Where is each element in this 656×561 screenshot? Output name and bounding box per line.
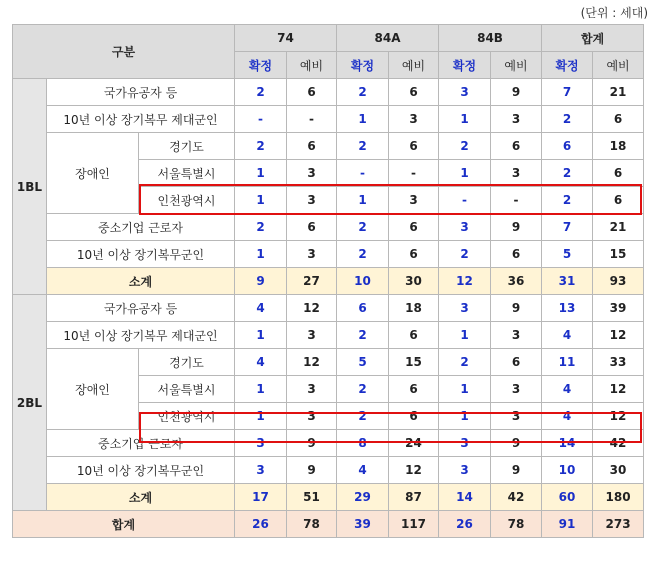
- table-cell: 51: [287, 484, 337, 511]
- table-cell: 12: [287, 349, 337, 376]
- table-cell: 6: [389, 214, 439, 241]
- supply-table: [12, 24, 644, 538]
- row-label: 서울특별시: [139, 160, 235, 187]
- table-cell: 6: [287, 79, 337, 106]
- header-reserve: 예비: [491, 52, 542, 79]
- table-cell: 12: [389, 457, 439, 484]
- subtotal-label: 소계: [47, 484, 235, 511]
- table-cell: 39: [337, 511, 389, 538]
- table-cell: 9: [491, 457, 542, 484]
- table-cell: 1: [235, 322, 287, 349]
- table-cell: 1: [439, 376, 491, 403]
- table-cell: 26: [439, 511, 491, 538]
- table-cell: 6: [389, 79, 439, 106]
- table-cell: 3: [439, 430, 491, 457]
- table-cell: 6: [389, 241, 439, 268]
- table-cell: 3: [491, 160, 542, 187]
- unit-note: (단위 : 세대): [580, 6, 648, 20]
- table-cell: 78: [287, 511, 337, 538]
- table-cell: 4: [235, 349, 287, 376]
- table-cell: 12: [439, 268, 491, 295]
- table-cell: 10: [337, 268, 389, 295]
- table-cell: 2: [439, 349, 491, 376]
- row-label: 중소기업 근로자: [47, 430, 235, 457]
- table-cell: 93: [593, 268, 644, 295]
- table-cell: 6: [593, 106, 644, 133]
- table-cell: 3: [287, 403, 337, 430]
- table-cell: 3: [439, 295, 491, 322]
- table-cell: 18: [389, 295, 439, 322]
- table-cell: 10: [542, 457, 593, 484]
- table-cell: 9: [491, 79, 542, 106]
- table-cell: 60: [542, 484, 593, 511]
- table-cell: 5: [337, 349, 389, 376]
- table-cell: 9: [235, 268, 287, 295]
- row-label: 국가유공자 등: [47, 79, 235, 106]
- row-label: 10년 이상 장기복무군인: [47, 457, 235, 484]
- table-cell: 3: [491, 403, 542, 430]
- table-cell: 6: [389, 376, 439, 403]
- row-label: 중소기업 근로자: [47, 214, 235, 241]
- table-cell: 6: [491, 349, 542, 376]
- table-cell: 21: [593, 79, 644, 106]
- table-cell: 15: [593, 241, 644, 268]
- table-cell: 1: [439, 403, 491, 430]
- table-cell: 2: [337, 376, 389, 403]
- table-cell: 2: [337, 133, 389, 160]
- header-confirmed: 확정: [542, 52, 593, 79]
- table-cell: 12: [593, 376, 644, 403]
- table-cell: -: [287, 106, 337, 133]
- table-cell: 2: [439, 241, 491, 268]
- table-cell: 6: [287, 133, 337, 160]
- table-cell: 6: [287, 214, 337, 241]
- table-cell: 6: [337, 295, 389, 322]
- table-cell: 2: [542, 160, 593, 187]
- table-cell: 3: [439, 79, 491, 106]
- table-cell: 3: [287, 322, 337, 349]
- grand-total-label: 합계: [13, 511, 235, 538]
- row-label: 경기도: [139, 133, 235, 160]
- table-cell: 30: [593, 457, 644, 484]
- table-cell: 21: [593, 214, 644, 241]
- table-cell: 5: [542, 241, 593, 268]
- group-label-disabled: 장애인: [47, 349, 139, 430]
- table-cell: 36: [491, 268, 542, 295]
- table-cell: 1: [439, 106, 491, 133]
- table-cell: 4: [542, 322, 593, 349]
- table-cell: 8: [337, 430, 389, 457]
- row-label: 서울특별시: [139, 376, 235, 403]
- table-cell: 2: [542, 187, 593, 214]
- header-reserve: 예비: [287, 52, 337, 79]
- table-cell: 31: [542, 268, 593, 295]
- row-label: 국가유공자 등: [47, 295, 235, 322]
- table-cell: 1: [337, 187, 389, 214]
- table-cell: 6: [389, 133, 439, 160]
- table-cell: 3: [491, 106, 542, 133]
- header-confirmed: 확정: [439, 52, 491, 79]
- table-cell: 3: [287, 241, 337, 268]
- table-cell: 1: [235, 187, 287, 214]
- row-label: 10년 이상 장기복무 제대군인: [47, 322, 235, 349]
- table-cell: 3: [287, 187, 337, 214]
- table-cell: 3: [389, 106, 439, 133]
- table-cell: 2: [235, 79, 287, 106]
- table-cell: 12: [593, 403, 644, 430]
- table-cell: 15: [389, 349, 439, 376]
- header-type-total: 합계: [542, 25, 644, 52]
- table-cell: 2: [337, 79, 389, 106]
- table-cell: 14: [439, 484, 491, 511]
- table-cell: 13: [542, 295, 593, 322]
- table-cell: 27: [287, 268, 337, 295]
- table-cell: 14: [542, 430, 593, 457]
- table-cell: 2: [337, 214, 389, 241]
- table-cell: 12: [593, 322, 644, 349]
- row-label: 10년 이상 장기복무 제대군인: [47, 106, 235, 133]
- table-cell: -: [337, 160, 389, 187]
- table-cell: 6: [389, 403, 439, 430]
- table-cell: 1: [235, 376, 287, 403]
- group-label-disabled: 장애인: [47, 133, 139, 214]
- table-cell: 1: [235, 160, 287, 187]
- table-cell: 3: [287, 160, 337, 187]
- table-cell: 6: [593, 187, 644, 214]
- table-cell: -: [235, 106, 287, 133]
- table-cell: 33: [593, 349, 644, 376]
- header-confirmed: 확정: [235, 52, 287, 79]
- table-cell: 2: [439, 133, 491, 160]
- table-cell: 6: [491, 133, 542, 160]
- table-cell: 87: [389, 484, 439, 511]
- table-cell: 3: [439, 457, 491, 484]
- table-cell: 24: [389, 430, 439, 457]
- table-cell: 30: [389, 268, 439, 295]
- table-cell: 3: [235, 430, 287, 457]
- table-cell: 2: [235, 214, 287, 241]
- table-cell: 9: [491, 430, 542, 457]
- table-cell: 91: [542, 511, 593, 538]
- table-cell: 1: [337, 106, 389, 133]
- row-label: 경기도: [139, 349, 235, 376]
- table-cell: 26: [235, 511, 287, 538]
- row-label: 인천광역시: [139, 187, 235, 214]
- header-confirmed: 확정: [337, 52, 389, 79]
- table-cell: 4: [542, 403, 593, 430]
- table-cell: 6: [593, 160, 644, 187]
- row-label: 10년 이상 장기복무군인: [47, 241, 235, 268]
- table-cell: 6: [389, 322, 439, 349]
- table-cell: 7: [542, 79, 593, 106]
- table-cell: 29: [337, 484, 389, 511]
- subtotal-label: 소계: [47, 268, 235, 295]
- table-cell: 9: [287, 430, 337, 457]
- table-cell: 11: [542, 349, 593, 376]
- table-cell: 6: [542, 133, 593, 160]
- table-cell: 3: [389, 187, 439, 214]
- header-category: 구분: [13, 25, 235, 79]
- table-cell: 4: [337, 457, 389, 484]
- table-cell: 9: [491, 214, 542, 241]
- table-cell: 2: [337, 322, 389, 349]
- table-cell: -: [439, 187, 491, 214]
- table-cell: 3: [491, 322, 542, 349]
- table-cell: 1: [235, 403, 287, 430]
- table-cell: 12: [287, 295, 337, 322]
- block-label: 2BL: [13, 295, 47, 511]
- row-label: 인천광역시: [139, 403, 235, 430]
- table-cell: 2: [337, 403, 389, 430]
- header-type-84b: 84B: [439, 25, 542, 52]
- table-cell: 39: [593, 295, 644, 322]
- table-cell: 1: [439, 160, 491, 187]
- header-reserve: 예비: [593, 52, 644, 79]
- table-cell: 6: [491, 241, 542, 268]
- table-cell: 117: [389, 511, 439, 538]
- table-cell: 2: [337, 241, 389, 268]
- table-cell: 18: [593, 133, 644, 160]
- table-cell: -: [491, 187, 542, 214]
- table-cell: 42: [491, 484, 542, 511]
- header-type-74: 74: [235, 25, 337, 52]
- table-cell: 4: [542, 376, 593, 403]
- table-cell: 1: [235, 241, 287, 268]
- header-type-84a: 84A: [337, 25, 439, 52]
- header-reserve: 예비: [389, 52, 439, 79]
- table-cell: 3: [439, 214, 491, 241]
- table-cell: 42: [593, 430, 644, 457]
- table-cell: 180: [593, 484, 644, 511]
- table-cell: 1: [439, 322, 491, 349]
- table-cell: 9: [491, 295, 542, 322]
- table-cell: 2: [542, 106, 593, 133]
- table-cell: 9: [287, 457, 337, 484]
- table-cell: 2: [235, 133, 287, 160]
- table-cell: 3: [235, 457, 287, 484]
- block-label: 1BL: [13, 79, 47, 295]
- table-cell: 17: [235, 484, 287, 511]
- table-cell: 3: [491, 376, 542, 403]
- table-cell: 3: [287, 376, 337, 403]
- table-cell: 273: [593, 511, 644, 538]
- table-cell: -: [389, 160, 439, 187]
- table-cell: 7: [542, 214, 593, 241]
- table-cell: 4: [235, 295, 287, 322]
- table-cell: 78: [491, 511, 542, 538]
